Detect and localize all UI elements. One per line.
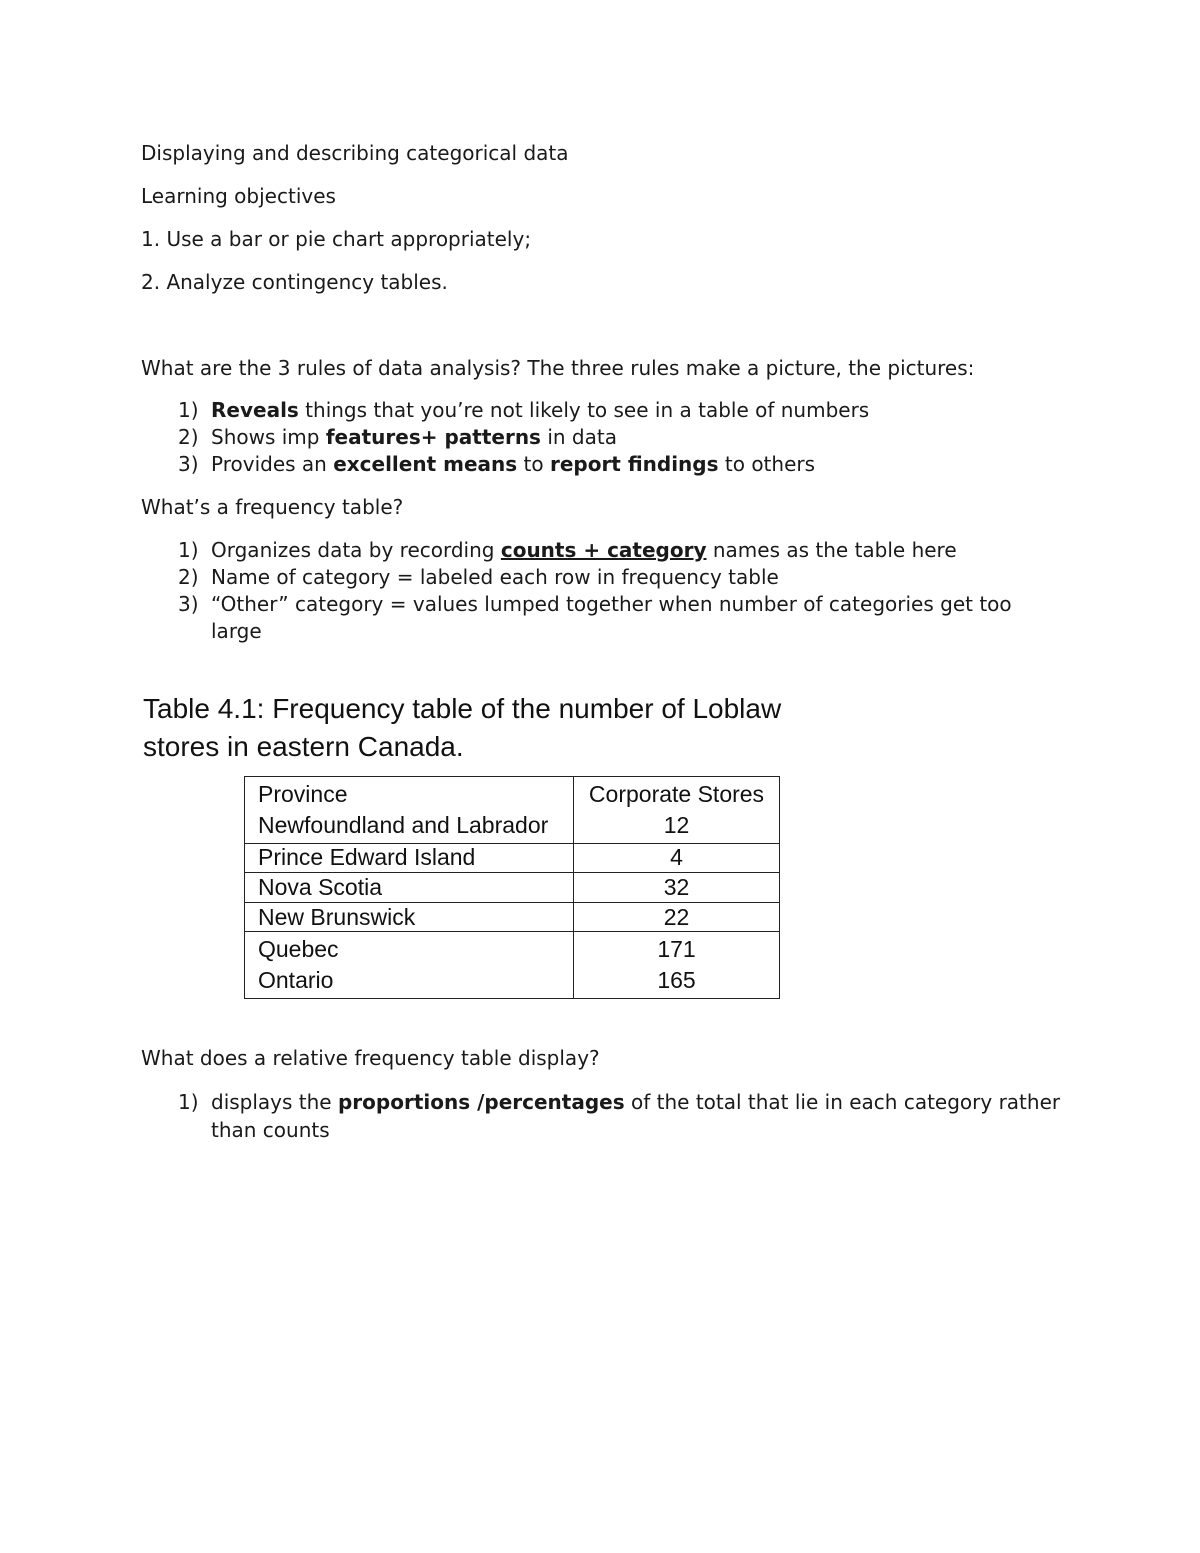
list-item [141, 537, 1061, 564]
table-cell: 4 [574, 843, 780, 873]
frequency-question: What’s a frequency table? [141, 495, 404, 519]
table-header-province: Province [258, 780, 348, 807]
item-text: Name of category = labeled each row in frequency table [211, 565, 779, 589]
table-cell-province [245, 932, 574, 999]
item-text: to [517, 452, 550, 476]
frequency-list [141, 537, 1061, 645]
frequency-table [244, 776, 780, 999]
table-row [245, 777, 780, 844]
bold-text: excellent means [333, 452, 518, 476]
caption-line: stores in eastern Canada. [143, 731, 464, 762]
list-item [141, 1088, 1101, 1144]
item-text: Provides an [211, 452, 334, 476]
page-heading: Displaying and describing categorical data [141, 141, 569, 165]
objective-item: 2. Analyze contingency tables. [141, 270, 448, 294]
table-cell: 22 [574, 902, 780, 932]
list-number: 1) [178, 398, 199, 422]
table-row [245, 932, 780, 999]
list-number: 3) [178, 452, 199, 476]
learning-objectives-label: Learning objectives [141, 184, 336, 208]
item-text: things that you’re not likely to see in a table of numbers [298, 398, 870, 422]
list-number: 1) [178, 1090, 199, 1114]
table-cell: Ontario [258, 967, 334, 994]
table-cell: 12 [663, 811, 690, 838]
item-text: of the total that lie in each category rather than counts [211, 1090, 1061, 1142]
table-cell: Nova Scotia [245, 873, 574, 903]
table-cell: 165 [657, 967, 696, 994]
table-header-stores: Corporate Stores [588, 780, 765, 807]
table-cell: Quebec [258, 936, 339, 963]
table-caption [143, 690, 781, 766]
bold-text: report findings [549, 452, 719, 476]
table-cell: 32 [574, 873, 780, 903]
table-cell: 171 [657, 936, 696, 963]
list-number: 2) [178, 565, 199, 589]
table-row [245, 843, 780, 873]
table-cell-stores [574, 932, 780, 999]
table-cell-stores [574, 777, 780, 844]
bold-text: Reveals [211, 398, 299, 422]
list-item [141, 397, 1061, 424]
list-number: 2) [178, 425, 199, 449]
item-text: “Other” category = values lumped together when number of categories get too large [211, 592, 1012, 643]
relative-list [141, 1088, 1101, 1144]
list-item [141, 451, 1061, 478]
item-text: to others [718, 452, 816, 476]
item-text: displays the [211, 1090, 338, 1114]
rules-list [141, 397, 1061, 478]
item-text: Shows imp [211, 425, 326, 449]
bold-text: features+ patterns [325, 425, 541, 449]
table-row [245, 873, 780, 903]
bold-underlined-text: counts + category [500, 538, 707, 562]
table-cell: Newfoundland and Labrador [258, 811, 549, 838]
table-row [245, 902, 780, 932]
table-cell-province [245, 777, 574, 844]
item-text: names as the table here [706, 538, 957, 562]
rules-question: What are the 3 rules of data analysis? The three rules make a picture, the pictures: [141, 356, 975, 380]
list-item [141, 564, 1061, 591]
item-text: in data [540, 425, 617, 449]
list-item [141, 424, 1061, 451]
caption-line: Table 4.1: Frequency table of the number of Loblaw [143, 693, 782, 724]
list-item [141, 591, 1061, 645]
list-number: 1) [178, 538, 199, 562]
bold-text: proportions /percentages [337, 1090, 625, 1114]
item-text: Organizes data by recording [211, 538, 501, 562]
relative-question: What does a relative frequency table display? [141, 1046, 600, 1070]
table-cell: Prince Edward Island [245, 843, 574, 873]
objective-item: 1. Use a bar or pie chart appropriately; [141, 227, 532, 251]
table-cell: New Brunswick [245, 902, 574, 932]
list-number: 3) [178, 592, 199, 616]
